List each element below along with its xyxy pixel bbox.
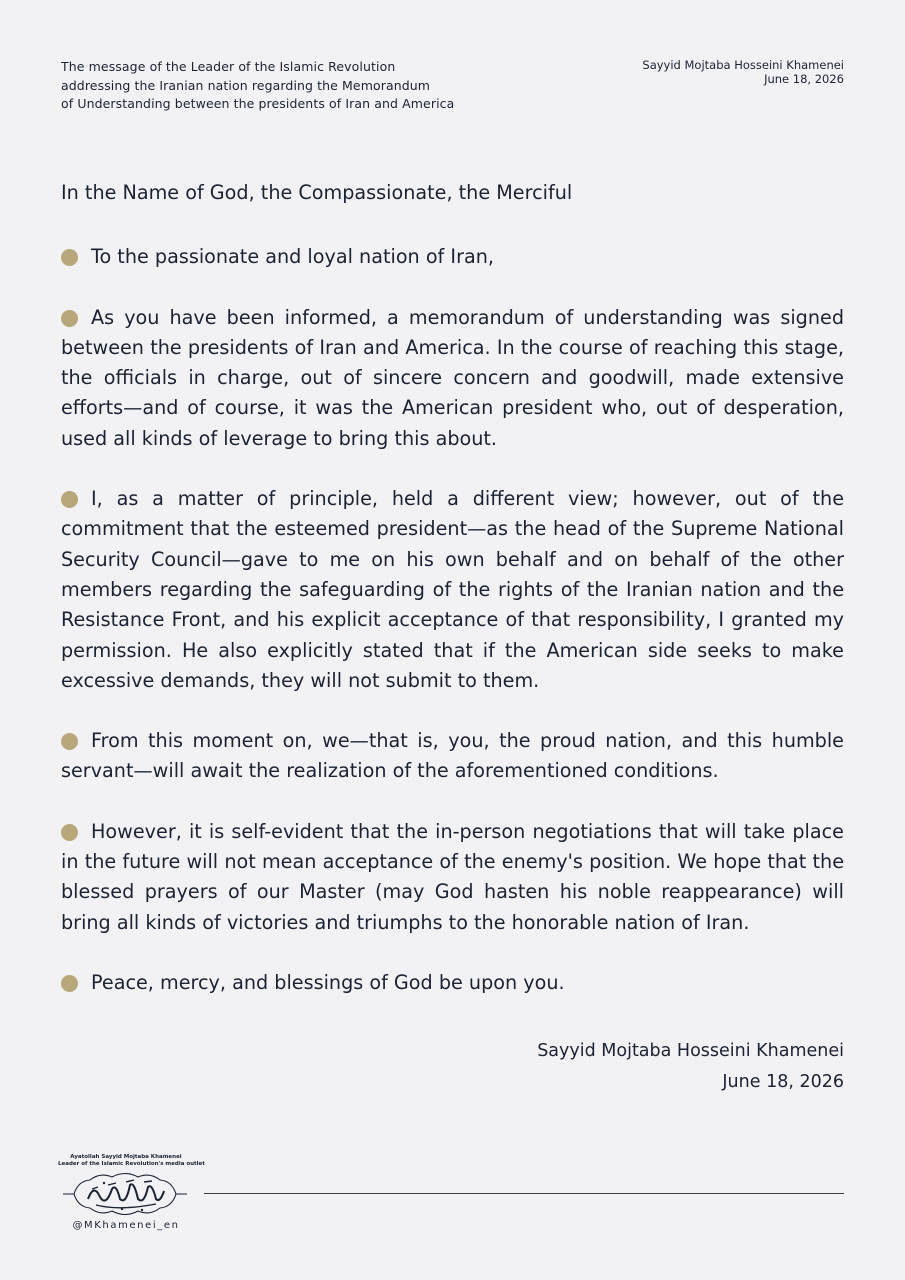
paragraph-text: From this moment on, we—that is, you, the proud nation, and this humble servant—will await the realization of the aforementioned conditions. — [61, 729, 844, 783]
header-author: Sayyid Mojtaba Hosseini Khamenei — [642, 58, 844, 72]
outlet-name: Ayatollah Sayyid Mojtaba Khamenei — [70, 1154, 182, 1160]
paragraph-text: Peace, mercy, and blessings of God be upon you. — [91, 970, 565, 994]
calligraphy-seal-icon — [60, 1169, 190, 1219]
paragraph-text: As you have been informed, a memorandum of understanding was signed between the presidents of Iran and America. In the course of reaching this stage, the officials in charge, out of sincere concern and goodwill, made extensive efforts—and of course, it was the American president who, out of desperation, used all kinds of leverage to bring this about. — [61, 305, 844, 450]
outlet-subtitle: Leader of the Islamic Revolution's media outlet — [58, 1161, 205, 1167]
paragraph — [61, 242, 844, 272]
paragraph — [61, 817, 844, 938]
message-body — [61, 178, 844, 1028]
message-title-line: of Understanding between the presidents of Iran and America — [61, 96, 455, 111]
paragraph — [61, 484, 844, 696]
social-handle: @MKhamenei_en — [72, 1220, 180, 1231]
paragraph-text: However, it is self-evident that the in-person negotiations that will take place in the future will not mean acceptance of the enemy's position. We hope that the blessed prayers of our Master (may God hasten his noble reappearance) will bring all kinds of victories and triumphs to the honorable nation of Iran. — [61, 819, 844, 934]
bullet-dot-icon — [61, 975, 78, 992]
bullet-dot-icon — [61, 491, 78, 508]
signature-date: June 18, 2026 — [722, 1071, 844, 1092]
bullet-dot-icon — [61, 249, 78, 266]
message-title-line: The message of the Leader of the Islamic Revolution — [61, 59, 396, 74]
paragraph-text: To the passionate and loyal nation of Iran, — [91, 245, 494, 269]
bismillah: In the Name of God, the Compassionate, the Merciful — [61, 181, 573, 204]
bullet-dot-icon — [61, 733, 78, 750]
bullet-dot-icon — [61, 310, 78, 327]
media-outlet-logo — [58, 1150, 205, 1240]
header-date: June 18, 2026 — [764, 72, 844, 86]
paragraph — [61, 303, 844, 454]
message-title-line: addressing the Iranian nation regarding the Memorandum — [61, 77, 431, 93]
paragraph-text: I, as a matter of principle, held a different view; however, out of the commitment that the esteemed president—as the head of the Supreme National Security Council—gave to me on his own behalf and on behalf of the other members regarding the safeguarding of the rights of the Iranian nation and the Resistance Front, and his explicit acceptance of that responsibility, I granted my permission. He also explicitly stated that if the American side seeks to make excessive demands, they will not submit to them. — [61, 487, 844, 692]
bullet-dot-icon — [61, 824, 78, 841]
signature-name: Sayyid Mojtaba Hosseini Khamenei — [537, 1041, 844, 1061]
paragraph — [61, 726, 844, 787]
header-byline — [642, 58, 844, 86]
signature-block — [537, 1036, 844, 1097]
footer-divider — [204, 1193, 844, 1194]
message-title — [61, 58, 531, 114]
paragraph — [61, 968, 844, 998]
